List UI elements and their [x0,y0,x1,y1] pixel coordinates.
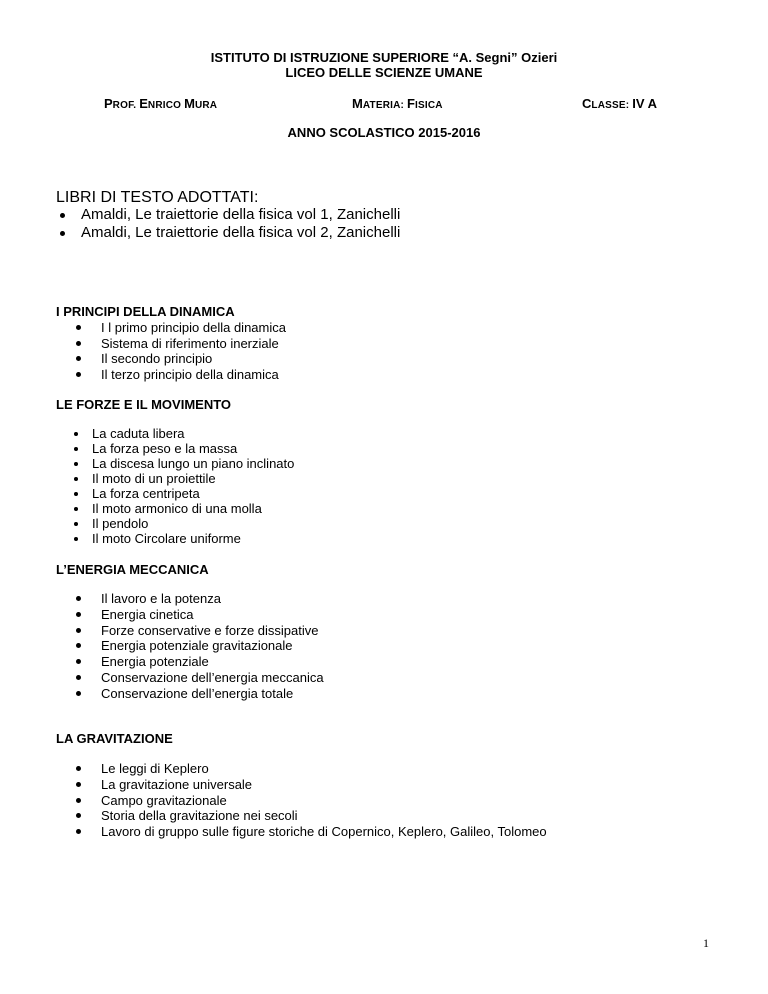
bullet-icon [76,356,81,361]
bullet-icon [74,522,78,526]
bullet-icon [74,492,78,496]
bullet-icon [76,782,81,787]
list-item: I l primo principio della dinamica [76,320,286,336]
bullet-icon [74,537,78,541]
institute-name: ISTITUTO DI ISTRUZIONE SUPERIORE “A. Segni” Ozieri [210,50,558,65]
list-item: Amaldi, Le traiettorie della fisica vol 2, Zanichelli [56,224,400,242]
list-item: Il moto armonico di una molla [74,501,294,516]
bullet-icon [76,596,81,601]
professor-label: PROF. ENRICO MURA [104,96,218,111]
class-label: CLASSE: IV A [582,96,658,111]
section-list-dinamica [76,320,286,382]
bullet-icon [76,675,81,680]
list-item: Il lavoro e la potenza [76,591,324,607]
textbooks-list [56,206,400,242]
bullet-icon [74,462,78,466]
bullet-icon [76,325,81,330]
section-list-forze [74,426,294,546]
list-item: Storia della gravitazione nei secoli [76,808,547,824]
school-year: ANNO SCOLASTICO 2015-2016 [287,125,481,140]
bullet-icon [76,829,81,834]
list-item: Energia potenziale gravitazionale [76,638,324,654]
list-item: La caduta libera [74,426,294,441]
list-item: Il terzo principio della dinamica [76,367,286,383]
bullet-icon [76,643,81,648]
bullet-icon [74,447,78,451]
bullet-icon [60,231,65,236]
list-item: Il moto Circolare uniforme [74,531,294,546]
list-item: La gravitazione universale [76,777,547,793]
list-item: La discesa lungo un piano inclinato [74,456,294,471]
textbooks-title: LIBRI DI TESTO ADOTTATI: [56,189,259,206]
bullet-icon [60,213,65,218]
list-item: Energia cinetica [76,607,324,623]
list-item: Forze conservative e forze dissipative [76,623,324,639]
subject-label: MATERIA: FISICA [352,96,443,111]
list-item: Lavoro di gruppo sulle figure storiche di Copernico, Keplero, Galileo, Tolomeo [76,824,547,840]
list-item: Energia potenziale [76,654,324,670]
bullet-icon [76,659,81,664]
section-list-energia [76,591,324,702]
list-item: Conservazione dell’energia totale [76,686,324,702]
section-title-gravitazione: LA GRAVITAZIONE [56,731,173,746]
bullet-icon [76,766,81,771]
school-name: LICEO DELLE SCIENZE UMANE [285,65,483,80]
list-item: La forza centripeta [74,486,294,501]
bullet-icon [76,691,81,696]
bullet-icon [76,798,81,803]
list-item: La forza peso e la massa [74,441,294,456]
section-title-forze: LE FORZE E IL MOVIMENTO [56,397,232,412]
bullet-icon [76,628,81,633]
section-title-dinamica: I PRINCIPI DELLA DINAMICA [56,304,235,319]
list-item: Le leggi di Keplero [76,761,547,777]
list-item: Amaldi, Le traiettorie della fisica vol 1, Zanichelli [56,206,400,224]
list-item: Il moto di un proiettile [74,471,294,486]
bullet-icon [76,372,81,377]
bullet-icon [74,432,78,436]
list-item: Conservazione dell’energia meccanica [76,670,324,686]
bullet-icon [76,813,81,818]
bullet-icon [76,341,81,346]
page-number: 1 [703,936,709,950]
section-title-energia: L’ENERGIA MECCANICA [56,562,209,577]
bullet-icon [74,477,78,481]
bullet-icon [74,507,78,511]
list-item: Campo gravitazionale [76,793,547,809]
list-item: Sistema di riferimento inerziale [76,336,286,352]
bullet-icon [76,612,81,617]
list-item: Il pendolo [74,516,294,531]
section-list-gravitazione [76,761,547,840]
list-item: Il secondo principio [76,351,286,367]
